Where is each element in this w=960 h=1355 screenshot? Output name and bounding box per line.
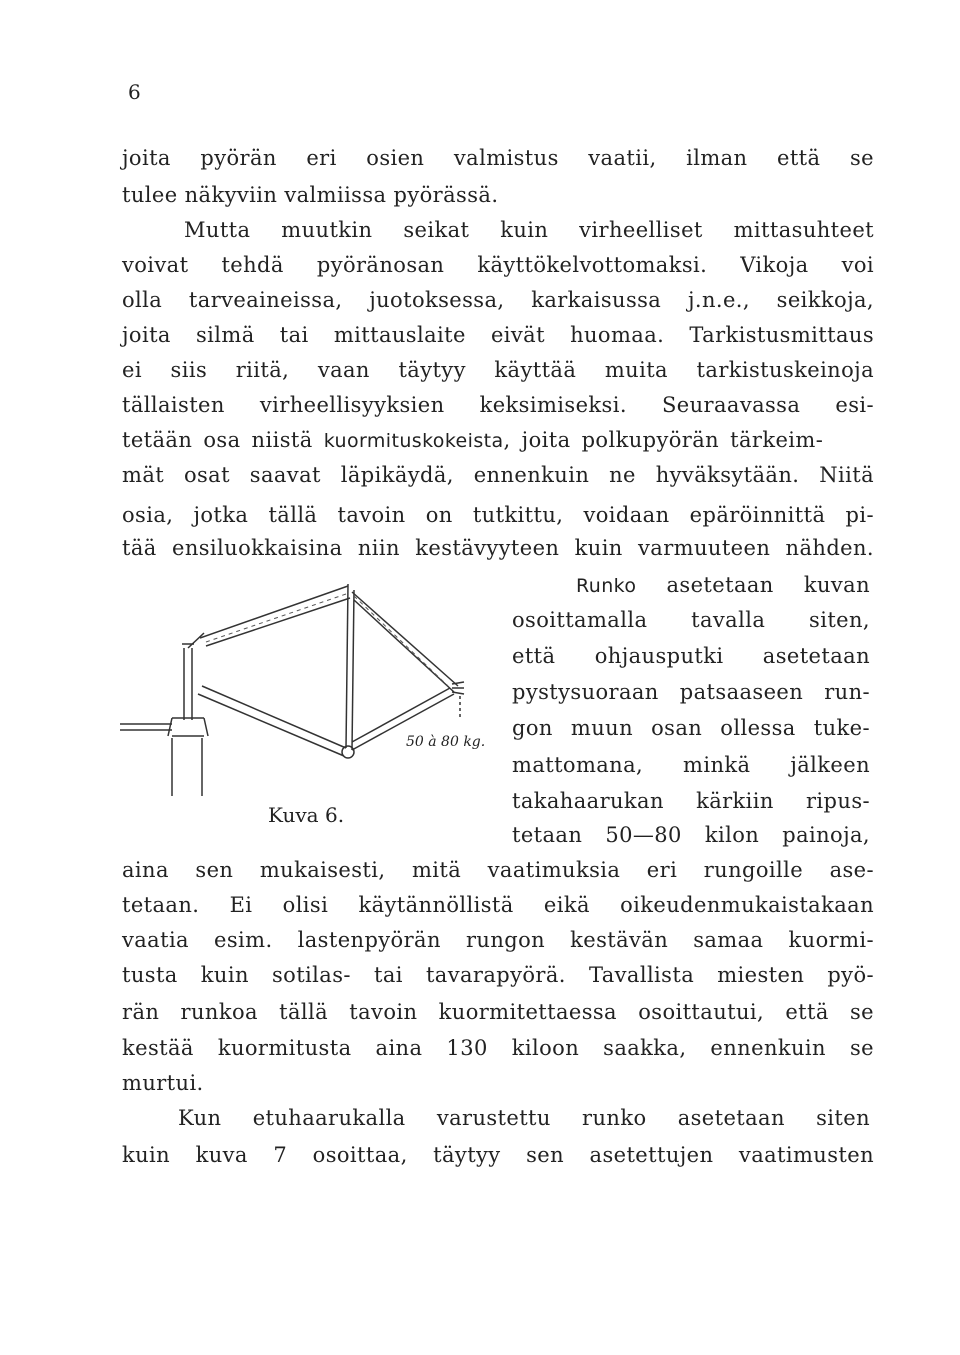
text-line: joita pyörän eri osien valmistus vaatii, ilman että se xyxy=(122,146,874,170)
text-fragment: tetään osa niistä xyxy=(122,428,324,452)
text-line: tää ensiluokkaisina niin kestävyyteen kuin varmuuteen nähden. xyxy=(122,536,874,560)
text-line: vaatia esim. lastenpyörän rungon kestävän samaa kuormi- xyxy=(122,928,874,952)
frame-tube xyxy=(352,590,354,750)
bottom-bracket xyxy=(342,746,354,758)
frame-tube xyxy=(188,633,204,648)
text-fragment: , joita polkupyörän tärkeim- xyxy=(503,428,824,452)
text-line: tusta kuin sotilas- tai tavarapyörä. Tavallista miesten pyö- xyxy=(122,963,874,987)
frame-tube xyxy=(198,694,344,756)
text-line: murtui. xyxy=(122,1071,204,1095)
text-line: joita silmä tai mittauslaite eivät huomaa. Tarkistusmittaus xyxy=(122,323,874,347)
weight-label: 50 à 80 kg. xyxy=(406,734,486,750)
text-line: rän runkoa tällä tavoin kuormitettaessa osoittautui, että se xyxy=(122,1000,874,1024)
text-line: gon muun osan ollessa tuke- xyxy=(512,716,870,740)
text-line: Kun etuhaarukalla varustettu runko asetetaan siten xyxy=(178,1106,870,1130)
frame-tube xyxy=(202,686,346,748)
text-line: ei siis riitä, vaan täytyy käyttää muita tarkistuskeinoja xyxy=(122,358,874,382)
text-line xyxy=(122,425,874,456)
frame-tube xyxy=(346,584,348,748)
text-line: Mutta muutkin seikat kuin virheelliset mittasuhteet xyxy=(184,218,874,242)
text-line xyxy=(576,570,870,601)
text-line: tällaisten virheellisyyksien keksimiseksi. Seuraavassa esi- xyxy=(122,393,874,417)
text-line: voivat tehdä pyöränosan käyttökelvottomaksi. Vikoja voi xyxy=(122,253,874,277)
frame-tube xyxy=(200,586,348,638)
text-line: kestää kuormitusta aina 130 kiloon saakka, ennenkuin se xyxy=(122,1036,874,1060)
text-line: tulee näkyviin valmiissa pyörässä. xyxy=(122,183,499,207)
emphasized-term: kuormituskokeista xyxy=(323,430,504,452)
figure-caption: Kuva 6. xyxy=(268,803,345,827)
frame-tube xyxy=(206,598,350,646)
frame-tube xyxy=(354,600,454,692)
frame-diagram xyxy=(108,578,508,840)
text-line: mattomana, minkä jälkeen xyxy=(512,753,870,777)
text-line: aina sen mukaisesti, mitä vaatimuksia eri rungoille ase- xyxy=(122,858,874,882)
text-line: olla tarveaineissa, juotoksessa, karkaisussa j.n.e., seikkoja, xyxy=(122,288,874,312)
text-line: osia, jotka tällä tavoin on tutkittu, voidaan epäröinnittä pi- xyxy=(122,503,874,527)
emphasized-term: Runko xyxy=(576,575,637,597)
text-line: kuin kuva 7 osoittaa, täytyy sen asetettujen vaatimusten xyxy=(122,1143,874,1167)
clamp-line xyxy=(204,718,208,736)
text-line: että ohjausputki asetetaan xyxy=(512,644,870,668)
text-line: osoittamalla tavalla siten, xyxy=(512,608,870,632)
text-line: takahaarukan kärkiin ripus- xyxy=(512,789,870,813)
frame-tube xyxy=(352,592,458,686)
page-number: 6 xyxy=(128,80,141,104)
text-line: mät osat saavat läpikäydä, ennenkuin ne hyväksytään. Niitä xyxy=(122,463,874,487)
clamp-line xyxy=(168,718,172,736)
bicycle-frame-figure xyxy=(108,578,508,840)
guide-line xyxy=(206,594,346,642)
text-line: tetaan 50—80 kilon painoja, xyxy=(512,823,870,847)
text-fragment: asetetaan kuvan xyxy=(636,573,870,597)
text-line: pystysuoraan patsaaseen run- xyxy=(512,680,870,704)
text-line: tetaan. Ei olisi käytännöllistä eikä oikeudenmukaistakaan xyxy=(122,893,874,917)
